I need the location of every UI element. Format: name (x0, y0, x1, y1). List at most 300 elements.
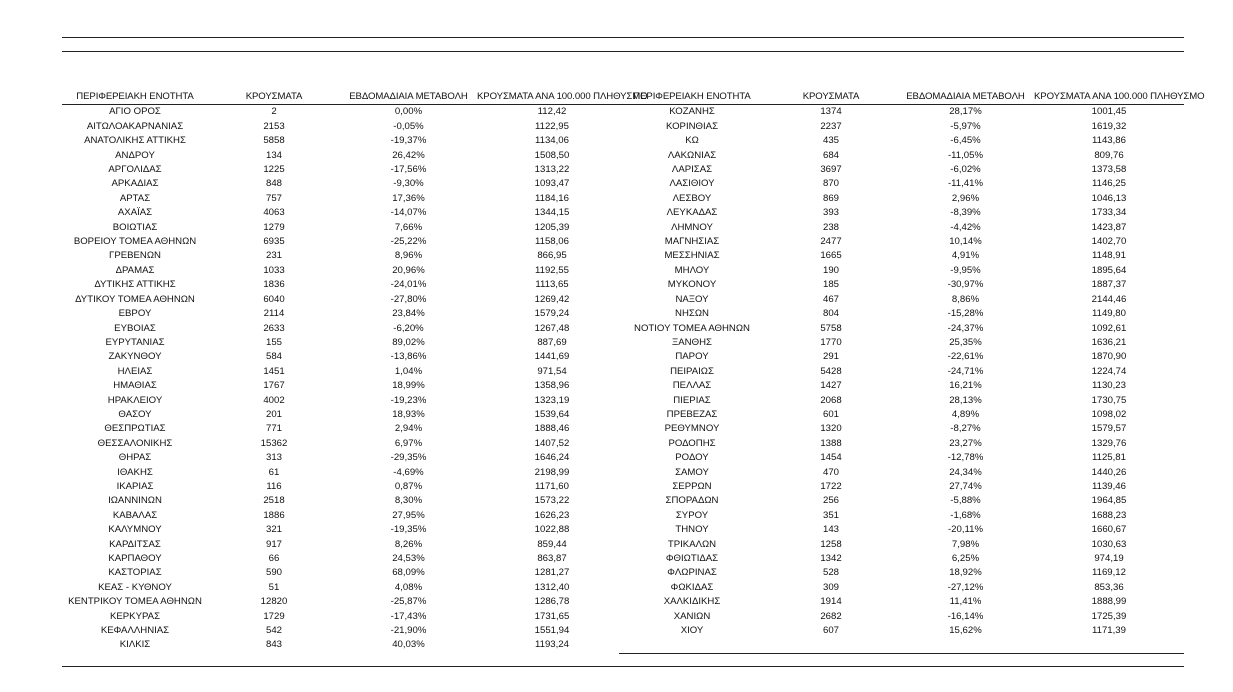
cell-cases: 6040 (263, 293, 285, 305)
cell-weekly-change: -8,39% (950, 207, 981, 219)
cell-cases-per-100k: 1098,02 (1091, 408, 1127, 420)
cell-weekly-change: -17,56% (390, 164, 427, 176)
table-row (62, 466, 627, 480)
cell-cases-per-100k: 887,69 (537, 336, 567, 348)
cell-cases-per-100k: 1688,23 (1091, 509, 1127, 521)
cell-weekly-change: -29,35% (390, 452, 427, 464)
cell-cases-per-100k: 1022,88 (534, 524, 570, 536)
cell-region: ΚΑΡΠΑΘΟΥ (108, 553, 162, 564)
cell-region: ΣΕΡΡΩΝ (672, 480, 712, 492)
cell-region: ΧΑΝΙΩΝ (673, 610, 711, 622)
cell-region: ΚΕΦΑΛΛΗΝΙΑΣ (100, 625, 170, 637)
cell-region: ΜΑΓΝΗΣΙΑΣ (664, 236, 720, 248)
cell-weekly-change: 27,74% (949, 480, 982, 492)
cell-region: ΘΕΣΣΑΛΟΝΙΚΗΣ (97, 437, 173, 449)
cell-cases-per-100k: 1146,25 (1092, 178, 1126, 190)
cell-region: ΠΕΙΡΑΙΩΣ (670, 365, 714, 377)
cell-region: ΧΙΟΥ (680, 625, 704, 637)
table-row (62, 264, 627, 278)
cell-cases: 2153 (263, 120, 285, 132)
cell-region: ΠΕΛΛΑΣ (672, 380, 712, 392)
cell-cases: 66 (268, 553, 280, 564)
cell-cases: 1427 (820, 380, 842, 392)
cell-cases-per-100k: 1184,16 (535, 192, 569, 204)
cell-weekly-change: 28,17% (949, 106, 982, 118)
table-row (619, 581, 1184, 595)
cell-region: ΝΑΞΟΥ (675, 293, 709, 305)
table-row (62, 595, 627, 609)
table-row (619, 134, 1184, 148)
cell-cases-per-100k: 1030,63 (1091, 538, 1127, 550)
cell-cases-per-100k: 1113,65 (535, 279, 569, 291)
cell-cases-per-100k: 1407,52 (534, 437, 570, 449)
cell-cases: 590 (265, 567, 282, 579)
cell-cases-per-100k: 1312,40 (534, 581, 570, 593)
table-row (619, 149, 1184, 163)
right-table-bottom-rule (619, 653, 1184, 654)
cell-cases: 1729 (263, 610, 285, 622)
cell-cases-per-100k: 1733,34 (1091, 207, 1127, 219)
table-row (62, 610, 627, 624)
cell-cases-per-100k: 1139,46 (1092, 480, 1126, 492)
cell-weekly-change: -1,68% (950, 509, 981, 521)
cell-cases: 185 (822, 279, 839, 291)
cell-cases: 470 (822, 466, 839, 478)
table-row (62, 293, 627, 307)
cell-cases-per-100k: 1660,67 (1091, 524, 1127, 536)
cell-weekly-change: 16,21% (949, 380, 982, 392)
cell-cases: 1451 (263, 365, 285, 377)
cell-cases-per-100k: 971,54 (537, 365, 567, 377)
table-row (619, 466, 1184, 480)
cell-cases: 771 (265, 423, 282, 435)
cell-cases-per-100k: 974,19 (1094, 553, 1124, 564)
table-row (619, 379, 1184, 393)
cell-cases-per-100k: 1134,06 (535, 135, 569, 147)
cell-cases-per-100k: 1423,87 (1091, 221, 1127, 233)
cell-cases: 870 (822, 178, 839, 190)
cell-cases-per-100k: 1551,94 (534, 625, 570, 637)
table-row (62, 538, 627, 552)
cell-cases: 843 (265, 639, 282, 651)
cell-weekly-change: 7,98% (951, 538, 980, 550)
table-row (619, 278, 1184, 292)
cell-cases-per-100k: 1579,24 (534, 308, 570, 320)
cell-weekly-change: -9,95% (950, 264, 981, 276)
cell-cases: 5758 (820, 322, 842, 334)
cell-region: ΛΑΡΙΣΑΣ (671, 164, 713, 176)
cell-cases: 51 (268, 581, 280, 593)
cell-region: ΘΗΡΑΣ (118, 452, 152, 464)
cell-cases: 435 (822, 135, 839, 147)
cell-cases-per-100k: 1171,39 (1092, 625, 1126, 637)
cell-weekly-change: -24,37% (947, 322, 984, 334)
cell-cases-per-100k: 1441,69 (534, 351, 570, 363)
cell-region: ΦΛΩΡΙΝΑΣ (667, 567, 717, 579)
cell-region: ΛΑΚΩΝΙΑΣ (667, 149, 717, 161)
cell-cases: 917 (265, 538, 282, 550)
cell-weekly-change: -8,27% (950, 423, 981, 435)
cell-weekly-change: 4,89% (951, 408, 980, 420)
cell-cases-per-100k: 1402,70 (1091, 236, 1127, 248)
cell-cases: 1374 (820, 106, 842, 118)
cell-weekly-change: -19,37% (390, 135, 427, 147)
cell-cases-per-100k: 1329,76 (1091, 437, 1127, 449)
cell-weekly-change: -11,05% (947, 149, 984, 161)
cell-weekly-change: -22,61% (947, 351, 984, 363)
cell-cases: 1033 (263, 264, 285, 276)
cell-cases-per-100k: 853,36 (1094, 581, 1124, 593)
cell-cases-per-100k: 1870,90 (1091, 351, 1127, 363)
cell-weekly-change: 68,09% (392, 567, 425, 579)
col-header-weekly-change: ΕΒΔΟΜΑΔΙΑΙΑ ΜΕΤΑΒΟΛΗ (897, 90, 1034, 105)
cell-cases-per-100k: 1001,45 (1091, 106, 1127, 118)
cell-region: ΕΥΡΥΤΑΝΙΑΣ (105, 336, 165, 348)
table-row (62, 408, 627, 422)
cell-region: ΝΗΣΩΝ (675, 308, 709, 320)
cell-cases: 1225 (263, 164, 285, 176)
cell-weekly-change: 8,26% (394, 538, 423, 550)
cell-region: ΦΘΙΩΤΙΔΑΣ (665, 553, 719, 564)
cell-weekly-change: 10,14% (949, 236, 982, 248)
cell-weekly-change: 40,03% (392, 639, 425, 651)
cell-cases: 231 (265, 250, 282, 262)
cell-weekly-change: 6,25% (951, 553, 980, 564)
table-row (62, 523, 627, 537)
table-header-row (619, 90, 1184, 105)
cell-region: ΑΡΓΟΛΙΔΑΣ (108, 164, 162, 176)
cell-cases: 15362 (260, 437, 288, 449)
cell-cases-per-100k: 859,44 (537, 538, 567, 550)
cell-cases-per-100k: 1281,27 (534, 567, 570, 579)
table-row (619, 322, 1184, 336)
cell-cases-per-100k: 1143,86 (1092, 135, 1126, 147)
table-row (619, 422, 1184, 436)
cell-cases-per-100k: 809,76 (1094, 149, 1124, 161)
table-row (62, 322, 627, 336)
table-row (619, 163, 1184, 177)
cell-weekly-change: 18,93% (392, 408, 425, 420)
cell-region: ΞΑΝΘΗΣ (672, 336, 712, 348)
cell-region: ΕΒΡΟΥ (118, 308, 152, 320)
cell-cases-per-100k: 1373,58 (1091, 164, 1127, 176)
table-row (619, 624, 1184, 638)
cell-cases: 238 (822, 221, 839, 233)
cell-region: ΣΥΡΟΥ (675, 509, 709, 521)
table-row (62, 394, 627, 408)
cell-weekly-change: 4,91% (951, 250, 980, 262)
cell-region: ΚΑΒΑΛΑΣ (112, 509, 158, 521)
col-header-cases: ΚΡΟΥΣΜΑΤΑ (765, 90, 897, 105)
cell-cases-per-100k: 1344,15 (534, 207, 570, 219)
table-row (62, 177, 627, 191)
cell-cases-per-100k: 1888,99 (1091, 596, 1127, 608)
cell-cases-per-100k: 1964,85 (1091, 495, 1127, 507)
cell-weekly-change: -6,45% (950, 135, 981, 147)
table-row (62, 221, 627, 235)
top-rule-1 (62, 37, 1184, 38)
cell-cases-per-100k: 1508,50 (534, 149, 570, 161)
cell-region: ΝΟΤΙΟΥ ΤΟΜΕΑ ΑΘΗΝΩΝ (634, 322, 750, 334)
cell-cases: 542 (265, 625, 282, 637)
cell-weekly-change: -15,28% (947, 308, 984, 320)
cell-cases-per-100k: 1046,13 (1091, 192, 1127, 204)
cell-weekly-change: 2,96% (951, 192, 980, 204)
cell-weekly-change: 2,94% (394, 423, 423, 435)
cell-region: ΚΑΣΤΟΡΙΑΣ (108, 567, 162, 579)
cell-weekly-change: 24,53% (392, 553, 425, 564)
cell-cases: 313 (265, 452, 282, 464)
cell-cases: 1836 (263, 279, 285, 291)
table-row (62, 509, 627, 523)
table-row (62, 235, 627, 249)
cell-weekly-change: -19,23% (390, 394, 427, 406)
cell-region: ΙΘΑΚΗΣ (117, 466, 153, 478)
cell-cases-per-100k: 1895,64 (1091, 264, 1127, 276)
table-row (619, 105, 1184, 120)
table-row (619, 394, 1184, 408)
table-row (62, 581, 627, 595)
cell-weekly-change: 8,30% (394, 495, 423, 507)
cell-cases: 2114 (263, 308, 285, 320)
cell-cases-per-100k: 1358,96 (534, 380, 570, 392)
cell-cases: 155 (265, 336, 282, 348)
cell-cases: 351 (822, 509, 839, 521)
cell-weekly-change: 1,04% (394, 365, 423, 377)
table-row (619, 408, 1184, 422)
cell-region: ΜΥΚΟΝΟΥ (667, 279, 717, 291)
cell-weekly-change: -24,01% (390, 279, 427, 291)
cell-region: ΚΟΡΙΝΘΙΑΣ (665, 120, 719, 132)
cell-region: ΚΑΡΔΙΤΣΑΣ (109, 538, 161, 550)
cell-weekly-change: 8,86% (951, 293, 980, 305)
table-row (62, 336, 627, 350)
cell-weekly-change: -27,12% (947, 581, 984, 593)
table-row (619, 566, 1184, 580)
cell-region: ΚΑΛΥΜΝΟΥ (108, 524, 162, 536)
cell-weekly-change: 7,66% (394, 221, 423, 233)
cell-cases-per-100k: 1148,91 (1092, 250, 1126, 262)
cell-region: ΔΡΑΜΑΣ (115, 264, 155, 276)
cell-weekly-change: 6,97% (394, 437, 423, 449)
cell-weekly-change: 0,00% (394, 106, 423, 118)
cell-weekly-change: -14,07% (390, 207, 427, 219)
cell-region: ΗΛΕΙΑΣ (117, 365, 153, 377)
cell-cases-per-100k: 1731,65 (534, 610, 570, 622)
cell-weekly-change: -9,30% (393, 178, 424, 190)
cell-weekly-change: 28,13% (949, 394, 982, 406)
cell-region: ΓΡΕΒΕΝΩΝ (109, 250, 161, 262)
cell-region: ΑΓΙΟ ΟΡΟΣ (109, 106, 161, 118)
cell-cases: 143 (822, 524, 839, 536)
cell-weekly-change: 18,99% (392, 380, 425, 392)
cell-region: ΑΧΑΪΑΣ (117, 207, 153, 219)
cell-weekly-change: -20,11% (947, 524, 984, 536)
table-row (619, 264, 1184, 278)
cell-region: ΡΟΔΟΠΗΣ (668, 437, 716, 449)
table-row (62, 278, 627, 292)
col-header-region: ΠΕΡΙΦΕΡΕΙΑΚΗ ΕΝΟΤΗΤΑ (62, 90, 208, 105)
cell-region: ΚΟΖΑΝΗΣ (669, 106, 715, 118)
cell-region: ΤΡΙΚΑΛΩΝ (667, 538, 717, 550)
table-row (619, 336, 1184, 350)
cell-region: ΣΑΜΟΥ (675, 466, 709, 478)
table-row (62, 350, 627, 364)
cell-cases-per-100k: 2198,99 (534, 466, 570, 478)
table-row (62, 624, 627, 638)
cell-weekly-change: -4,42% (950, 221, 981, 233)
cell-weekly-change: -17,43% (390, 610, 427, 622)
cell-cases-per-100k: 1646,24 (534, 452, 570, 464)
cell-weekly-change: -12,78% (947, 452, 984, 464)
cell-cases: 116 (266, 480, 282, 492)
cell-region: ΧΑΛΚΙΔΙΚΗΣ (663, 596, 721, 608)
cell-weekly-change: 4,08% (394, 581, 423, 593)
table-row (619, 437, 1184, 451)
cell-cases: 4063 (263, 207, 285, 219)
cell-cases-per-100k: 1539,64 (534, 408, 570, 420)
table-row (619, 552, 1184, 566)
table-row (62, 163, 627, 177)
cell-cases: 1320 (820, 423, 842, 435)
table-row (619, 509, 1184, 523)
cell-weekly-change: -19,35% (390, 524, 427, 536)
table-row (619, 494, 1184, 508)
table-row (619, 206, 1184, 220)
cell-weekly-change: -16,14% (947, 610, 984, 622)
cell-cases-per-100k: 1267,48 (534, 322, 570, 334)
table-row (62, 422, 627, 436)
bottom-rule (62, 666, 1184, 667)
cell-cases: 804 (822, 308, 839, 320)
cell-cases: 256 (822, 495, 839, 507)
cell-cases-per-100k: 1440,26 (1091, 466, 1127, 478)
cell-region: ΑΙΤΩΛΟΑΚΑΡΝΑΝΙΑΣ (86, 120, 184, 132)
cell-weekly-change: -5,97% (950, 120, 981, 132)
cell-cases: 1770 (820, 336, 842, 348)
cell-cases-per-100k: 1725,39 (1091, 610, 1127, 622)
cell-cases: 1767 (263, 380, 285, 392)
cell-cases-per-100k: 1636,21 (1091, 336, 1127, 348)
cell-weekly-change: 25,35% (949, 336, 982, 348)
table-row (62, 206, 627, 220)
table-row (62, 365, 627, 379)
cell-weekly-change: -11,41% (947, 178, 984, 190)
cell-region: ΘΑΣΟΥ (118, 408, 152, 420)
cell-weekly-change: -6,20% (393, 322, 424, 334)
cell-weekly-change: 15,62% (949, 625, 982, 637)
cell-cases: 757 (265, 192, 282, 204)
cell-cases-per-100k: 1092,61 (1091, 322, 1127, 334)
cell-cases: 2518 (263, 495, 285, 507)
cell-region: ΔΥΤΙΚΟΥ ΤΟΜΕΑ ΑΘΗΝΩΝ (75, 293, 195, 305)
cell-weekly-change: 0,87% (394, 480, 423, 492)
col-header-region: ΠΕΡΙΦΕΡΕΙΑΚΗ ΕΝΟΤΗΤΑ (619, 90, 765, 105)
col-header-cases-per-100k: ΚΡΟΥΣΜΑΤΑ ΑΝΑ 100.000 ΠΛΗΘΥΣΜΟ (1034, 90, 1184, 105)
table-row (62, 494, 627, 508)
cell-region: ΦΩΚΙΔΑΣ (670, 581, 714, 593)
cell-region: ΔΥΤΙΚΗΣ ΑΤΤΙΚΗΣ (94, 279, 176, 291)
cell-cases-per-100k: 1323,19 (534, 394, 570, 406)
cell-region: ΙΩΑΝΝΙΝΩΝ (108, 495, 162, 507)
cell-weekly-change: -24,71% (947, 365, 984, 377)
table-row (619, 192, 1184, 206)
cell-cases: 528 (822, 567, 839, 579)
table-row (619, 595, 1184, 609)
cell-region: ΜΕΣΣΗΝΙΑΣ (664, 250, 720, 262)
cell-weekly-change: -25,87% (390, 596, 427, 608)
cell-weekly-change: 8,96% (394, 250, 423, 262)
cell-weekly-change: 24,34% (949, 466, 982, 478)
table-row (62, 480, 627, 494)
cell-cases: 1886 (263, 509, 285, 521)
cell-cases-per-100k: 863,87 (537, 553, 567, 564)
table-row (62, 249, 627, 263)
cell-cases: 61 (268, 466, 280, 478)
cell-cases: 601 (822, 408, 839, 420)
cases-table-right (619, 90, 1205, 638)
cell-weekly-change: -21,90% (390, 625, 427, 637)
cell-cases-per-100k: 1887,37 (1091, 279, 1127, 291)
cell-cases: 584 (265, 351, 282, 363)
cell-cases-per-100k: 1171,60 (535, 480, 569, 492)
cell-cases-per-100k: 1130,23 (1092, 380, 1126, 392)
cell-cases: 869 (822, 192, 839, 204)
cell-region: ΚΙΛΚΙΣ (119, 639, 151, 651)
cell-cases-per-100k: 1169,12 (1092, 567, 1126, 579)
cell-cases: 5858 (263, 135, 285, 147)
cell-cases: 2477 (820, 236, 842, 248)
cell-region: ΘΕΣΠΡΩΤΙΑΣ (104, 423, 166, 435)
cell-cases: 1342 (820, 553, 842, 564)
cell-cases: 201 (265, 408, 282, 420)
cell-cases: 848 (265, 178, 282, 190)
cell-weekly-change: 89,02% (392, 336, 425, 348)
cases-table-left (62, 90, 648, 653)
cell-cases-per-100k: 1149,80 (1092, 308, 1126, 320)
cell-cases-per-100k: 1269,42 (534, 293, 570, 305)
cell-weekly-change: 26,42% (392, 149, 425, 161)
cell-cases-per-100k: 1205,39 (534, 221, 570, 233)
table-row (619, 523, 1184, 537)
cell-region: ΙΚΑΡΙΑΣ (116, 480, 154, 492)
table-row (619, 365, 1184, 379)
cell-weekly-change: -6,02% (950, 164, 981, 176)
cell-cases: 12820 (260, 596, 288, 608)
cell-weekly-change: 11,41% (949, 596, 982, 608)
cell-cases-per-100k: 1573,22 (534, 495, 570, 507)
cell-cases: 467 (822, 293, 839, 305)
col-header-cases-per-100k: ΚΡΟΥΣΜΑΤΑ ΑΝΑ 100.000 ΠΛΗΘΥΣΜΟ (477, 90, 627, 105)
cell-region: ΕΥΒΟΙΑΣ (114, 322, 156, 334)
cell-cases-per-100k: 1192,55 (535, 264, 569, 276)
cell-cases: 321 (265, 524, 282, 536)
table-header-row (62, 90, 627, 105)
cell-region: ΠΑΡΟΥ (675, 351, 709, 363)
cell-cases-per-100k: 1125,81 (1092, 452, 1126, 464)
cell-region: ΠΡΕΒΕΖΑΣ (666, 408, 718, 420)
col-header-weekly-change: ΕΒΔΟΜΑΔΙΑΙΑ ΜΕΤΑΒΟΛΗ (340, 90, 477, 105)
cell-weekly-change: 23,27% (949, 437, 982, 449)
cell-cases: 3697 (820, 164, 842, 176)
cell-region: ΑΝΔΡΟΥ (115, 149, 155, 161)
table-row (62, 451, 627, 465)
cell-cases: 5428 (820, 365, 842, 377)
cell-cases-per-100k: 1158,06 (535, 236, 569, 248)
table-row (62, 566, 627, 580)
cell-cases: 190 (822, 264, 839, 276)
table-row (62, 437, 627, 451)
